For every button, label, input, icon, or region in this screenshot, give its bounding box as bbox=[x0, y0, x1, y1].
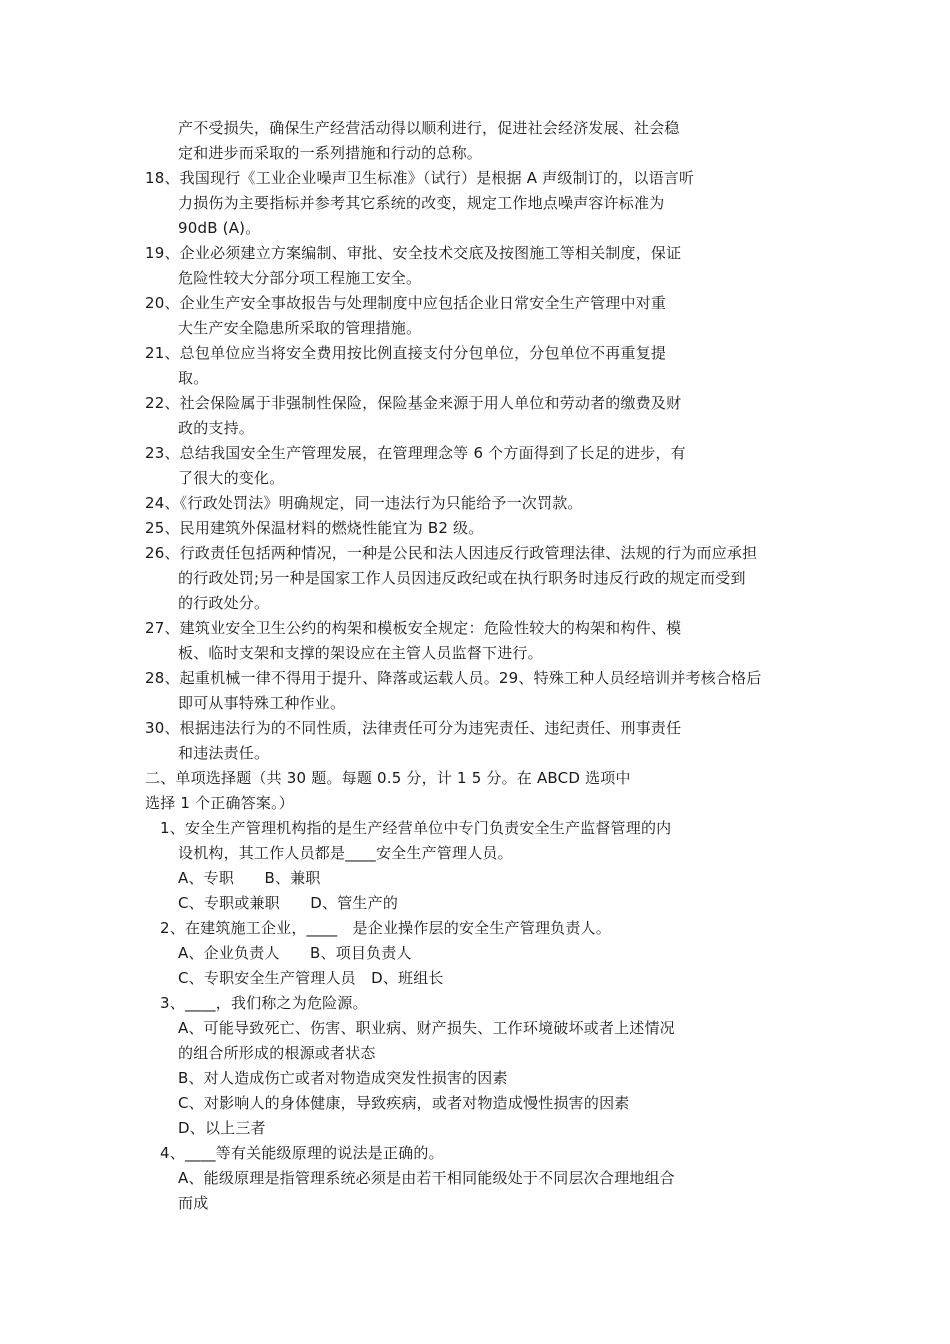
text-line: 23、总结我国安全生产管理发展，在管理理念等 6 个方面得到了长足的进步，有 bbox=[145, 444, 686, 462]
question-text: 3、____，我们称之为危险源。 bbox=[160, 994, 368, 1012]
section-heading: 选择 1 个正确答案。） bbox=[145, 794, 294, 812]
answer-option: A、专职 B、兼职 bbox=[178, 869, 321, 887]
text-line: 板、临时支架和支撑的架设应在主管人员监督下进行。 bbox=[178, 644, 543, 662]
answer-option: A、可能导致死亡、伤害、职业病、财产损失、工作环境破坏或者上述情况 bbox=[178, 1019, 675, 1037]
text-line: 的行政处分。 bbox=[178, 594, 270, 612]
text-line: 30、根据违法行为的不同性质，法律责任可分为违宪责任、违纪责任、刑事责任 bbox=[145, 719, 682, 737]
text-line: 产不受损失，确保生产经营活动得以顺利进行，促进社会经济发展、社会稳 bbox=[178, 119, 680, 137]
answer-option: 的组合所形成的根源或者状态 bbox=[178, 1044, 376, 1062]
question-text: 1、安全生产管理机构指的是生产经营单位中专门负责安全生产监督管理的内 bbox=[160, 819, 672, 837]
answer-option: 而成 bbox=[178, 1194, 209, 1212]
answer-option: A、企业负责人 B、项目负责人 bbox=[178, 944, 412, 962]
text-line: 21、总包单位应当将安全费用按比例直接支付分包单位，分包单位不再重复提 bbox=[145, 344, 667, 362]
text-line: 90dB (A)。 bbox=[178, 219, 261, 237]
answer-option: C、对影响人的身体健康，导致疾病，或者对物造成慢性损害的因素 bbox=[178, 1094, 630, 1112]
answer-option: B、对人造成伤亡或者对物造成突发性损害的因素 bbox=[178, 1069, 508, 1087]
answer-option: A、能级原理是指管理系统必须是由若干相同能级处于不同层次合理地组合 bbox=[178, 1169, 675, 1187]
text-line: 22、社会保险属于非强制性保险，保险基金来源于用人单位和劳动者的缴费及财 bbox=[145, 394, 682, 412]
answer-option: D、以上三者 bbox=[178, 1119, 266, 1137]
question-text: 4、____等有关能级原理的说法是正确的。 bbox=[160, 1144, 444, 1162]
text-line: 25、民用建筑外保温材料的燃烧性能宜为 B2 级。 bbox=[145, 519, 484, 537]
text-line: 危险性较大分部分项工程施工安全。 bbox=[178, 269, 422, 287]
section-heading: 二、单项选择题（共 30 题。每题 0.5 分，计 1 5 分。在 ABCD 选项中 bbox=[145, 769, 631, 787]
text-line: 定和进步而采取的一系列措施和行动的总称。 bbox=[178, 144, 483, 162]
text-line: 20、企业生产安全事故报告与处理制度中应包括企业日常安全生产管理中对重 bbox=[145, 294, 667, 312]
text-line: 政的支持。 bbox=[178, 419, 255, 437]
answer-option: C、专职或兼职 D、管生产的 bbox=[178, 894, 399, 912]
text-line: 力损伤为主要指标并参考其它系统的改变，规定工作地点噪声容许标准为 bbox=[178, 194, 665, 212]
text-line: 即可从事特殊工种作业。 bbox=[178, 694, 346, 712]
text-line: 26、行政责任包括两种情况，一种是公民和法人因违反行政管理法律、法规的行为而应承担 bbox=[145, 544, 758, 562]
question-text: 2、在建筑施工企业，____ 是企业操作层的安全生产管理负责人。 bbox=[160, 919, 611, 937]
text-line: 28、起重机械一律不得用于提升、降落或运载人员。29、特殊工种人员经培训并考核合格后 bbox=[145, 669, 762, 687]
text-line: 27、建筑业安全卫生公约的构架和模板安全规定：危险性较大的构架和构件、模 bbox=[145, 619, 682, 637]
text-line: 了很大的变化。 bbox=[178, 469, 285, 487]
text-line: 的行政处罚;另一种是国家工作人员因违反政纪或在执行职务时违反行政的规定而受到 bbox=[178, 569, 746, 587]
text-line: 18、我国现行《工业企业噪声卫生标准》（试行）是根据 A 声级制订的，以语言听 bbox=[145, 169, 695, 187]
text-line: 和违法责任。 bbox=[178, 744, 270, 762]
text-line: 大生产安全隐患所采取的管理措施。 bbox=[178, 319, 422, 337]
question-text: 设机构，其工作人员都是____安全生产管理人员。 bbox=[178, 844, 513, 862]
text-line: 24、《行政处罚法》明确规定，同一违法行为只能给予一次罚款。 bbox=[145, 494, 583, 512]
text-line: 19、企业必须建立方案编制、审批、安全技术交底及按图施工等相关制度，保证 bbox=[145, 244, 682, 262]
text-line: 取。 bbox=[178, 369, 209, 387]
answer-option: C、专职安全生产管理人员 D、班组长 bbox=[178, 969, 444, 987]
